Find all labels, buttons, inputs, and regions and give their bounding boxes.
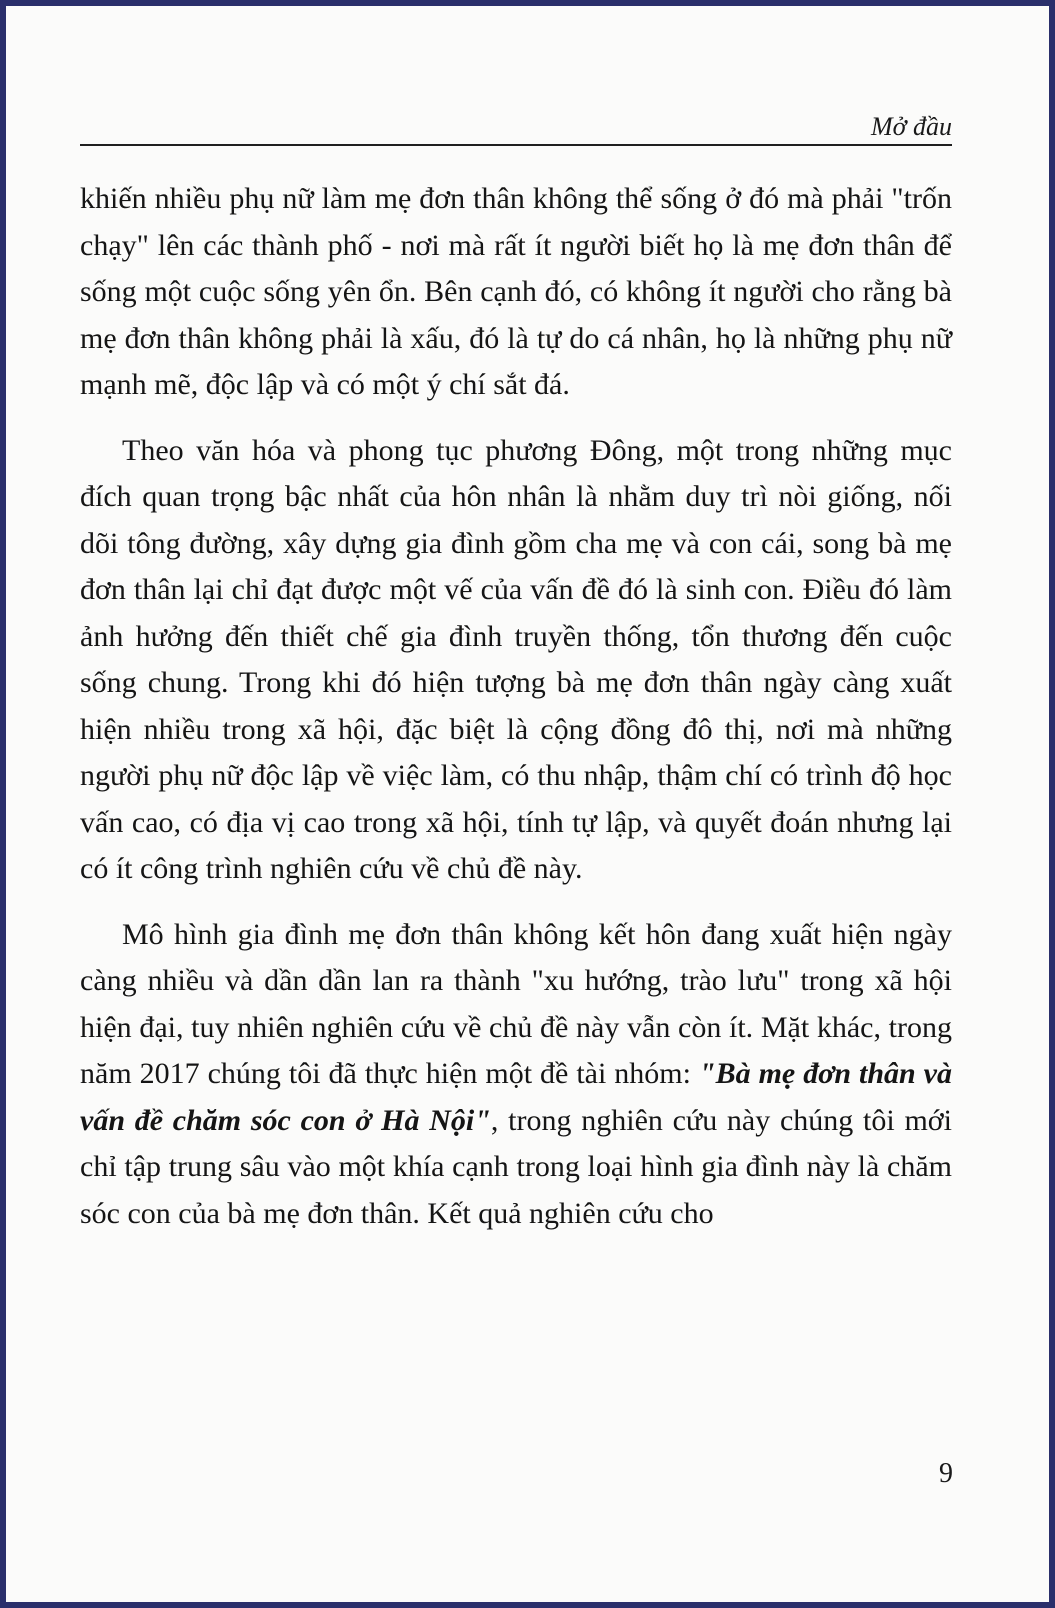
page-body — [80, 176, 952, 1237]
paragraph-3-start: Mô hình gia đình mẹ đơn thân không kết hôn đang xuất hiện ngày càng nhiều và dần dần lan ra thành "xu hướng, trào lưu" trong xã hội hiện đại, tuy nhiên nghiên cứu về chủ đề này vẫn còn ít. Mặt khác, trong năm 2017 chúng tôi đã thực hiện một đề tài nhóm: — [80, 917, 952, 1090]
paragraph-1: khiến nhiều phụ nữ làm mẹ đơn thân không thể sống ở đó mà phải "trốn chạy" lên các thành phố - nơi mà rất ít người biết họ là mẹ đơn thân để sống một cuộc sống yên ổn. Bên cạnh đó, có không ít người cho rằng bà mẹ đơn thân không phải là xấu, đó là tự do cá nhân, họ là những phụ nữ mạnh mẽ, độc lập và có một ý chí sắt đá. — [80, 182, 952, 401]
running-header — [80, 108, 952, 146]
paragraph-2: Theo văn hóa và phong tục phương Đông, một trong những mục đích quan trọng bậc nhất của hôn nhân là nhằm duy trì nòi giống, nối dõi tông đường, xây dựng gia đình gồm cha mẹ và con cái, song bà mẹ đơn thân lại chỉ đạt được một vế của vấn đề đó là sinh con. Điều đó làm ảnh hưởng đến thiết chế gia đình truyền thống, tổn thương đến cuộc sống chung. Trong khi đó hiện tượng bà mẹ đơn thân ngày càng xuất hiện nhiều trong xã hội, đặc biệt là cộng đồng đô thị, nơi mà những người phụ nữ độc lập về việc làm, có thu nhập, thậm chí có trình độ học vấn cao, có địa vị cao trong xã hội, tính tự lập, và quyết đoán nhưng lại có ít công trình nghiên cứu về chủ đề này. — [80, 433, 952, 885]
page-number: 9 — [939, 1458, 953, 1489]
paragraph-3-end: , trong nghiên cứu này chúng tôi mới chỉ tập trung sâu vào một khía cạnh trong loại hình gia đình này là chăm sóc con của bà mẹ đơn thân. Kết quả nghiên cứu cho — [80, 1103, 952, 1230]
paragraph-3 — [80, 912, 952, 1238]
running-title: Mở đầu — [870, 112, 952, 141]
study-title: "Bà mẹ đơn thân và vấn đề chăm sóc con ở Hà Nội" — [80, 1057, 952, 1137]
